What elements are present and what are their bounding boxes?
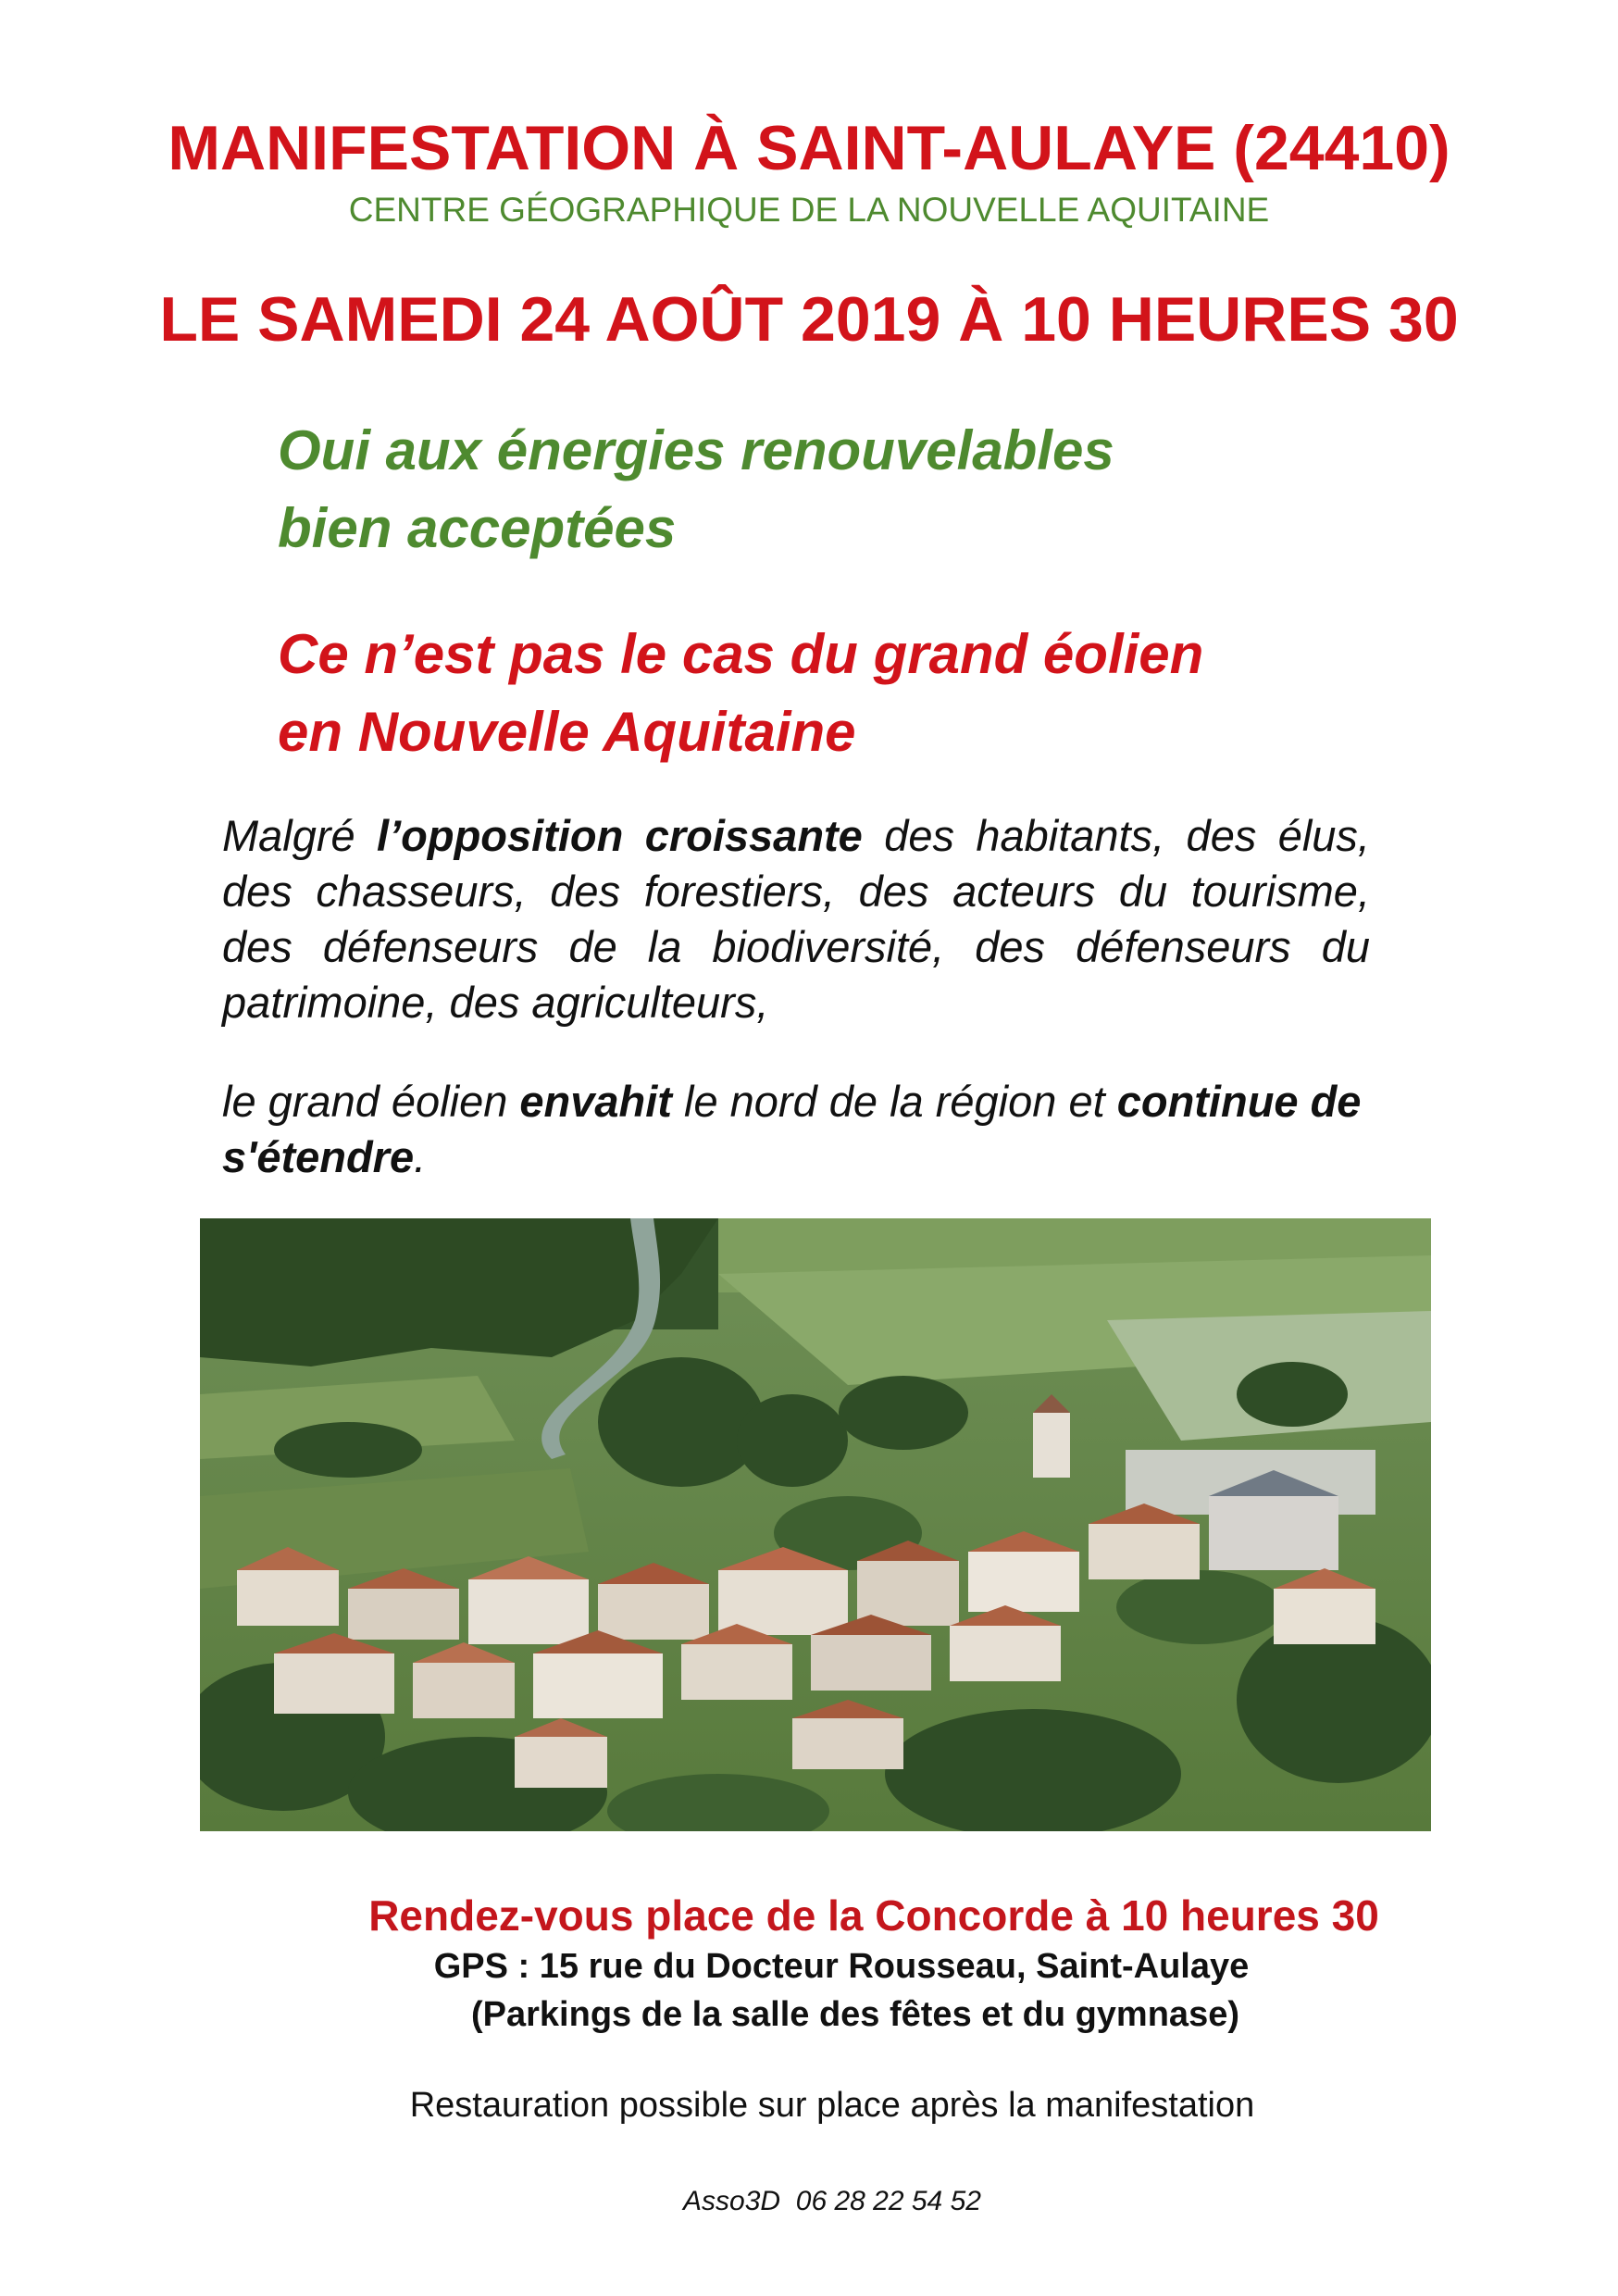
parking-info: (Parkings de la salle des fêtes et du gymnase) bbox=[471, 1995, 1239, 2034]
rendezvous-text: Rendez-vous place de la Concorde à 10 heures 30 bbox=[368, 1891, 1379, 1940]
slogan-renewables bbox=[278, 412, 1481, 568]
p1-start: Malgré bbox=[222, 811, 378, 860]
p2-bold-envahit: envahit bbox=[519, 1077, 672, 1126]
village-illustration bbox=[200, 1218, 1431, 1831]
restauration-info: Restauration possible sur place après la manifestation bbox=[409, 2086, 1255, 2125]
paragraph-opposition bbox=[222, 808, 1370, 1030]
slogan-renewables-line1: Oui aux énergies renouvelables bbox=[278, 419, 1114, 481]
village-aerial-photo bbox=[200, 1218, 1431, 1831]
paragraph-expansion bbox=[222, 1074, 1370, 1185]
p1-bold: l’opposition croissante bbox=[377, 811, 863, 860]
event-date: LE SAMEDI 24 AOÛT 2019 À 10 HEURES 30 bbox=[159, 284, 1459, 355]
p2-start: le grand éolien bbox=[222, 1077, 520, 1126]
p1-rest: des habitants, des élus, des chasseurs, des forestiers, des acteurs du tourisme, des défenseurs de la biodiversité, des défenseurs du patrimoine, des agriculteurs, bbox=[222, 811, 1370, 1027]
p2-end: . bbox=[414, 1132, 427, 1181]
slogan-renewables-line2: bien acceptées bbox=[278, 497, 677, 559]
event-title: MANIFESTATION À SAINT-AULAYE (24410) bbox=[168, 113, 1450, 183]
contact-info: Asso3D 06 28 22 54 52 bbox=[683, 2186, 981, 2216]
slogan-wind bbox=[278, 616, 1481, 771]
gps-address: GPS : 15 rue du Docteur Rousseau, Saint-Aulaye bbox=[433, 1947, 1250, 1986]
p2-mid: le nord de la région et bbox=[671, 1077, 1117, 1126]
p2-bold-continue: continue de s'étendre bbox=[222, 1077, 1362, 1181]
slogan-wind-line2: en Nouvelle Aquitaine bbox=[278, 701, 856, 763]
event-subtitle: CENTRE GÉOGRAPHIQUE DE LA NOUVELLE AQUITAINE bbox=[348, 191, 1270, 229]
slogan-wind-line1: Ce n’est pas le cas du grand éolien bbox=[278, 623, 1204, 685]
